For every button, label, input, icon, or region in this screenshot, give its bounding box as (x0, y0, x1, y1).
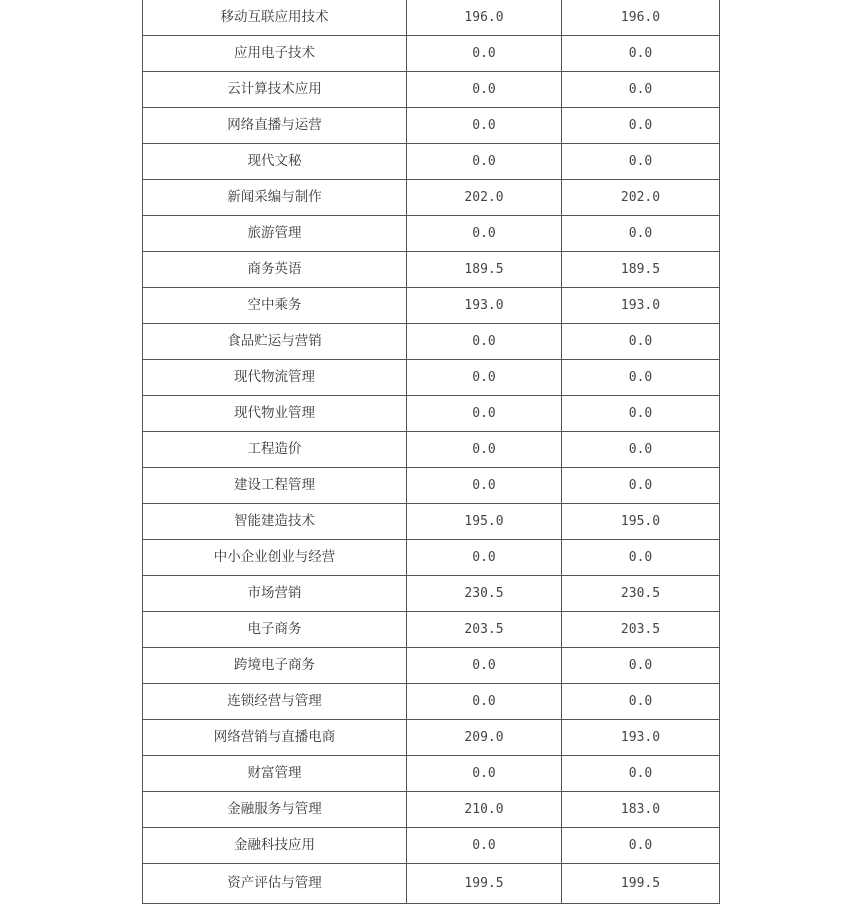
major-name: 财富管理 (143, 756, 407, 792)
score-b: 193.0 (562, 720, 720, 756)
score-b: 0.0 (562, 396, 720, 432)
score-a: 0.0 (407, 360, 562, 396)
major-name: 建设工程管理 (143, 468, 407, 504)
score-b: 195.0 (562, 504, 720, 540)
major-name: 现代物流管理 (143, 360, 407, 396)
score-a: 0.0 (407, 432, 562, 468)
table-row (143, 756, 720, 792)
table-row (143, 180, 720, 216)
score-a: 0.0 (407, 396, 562, 432)
table-row (143, 288, 720, 324)
table-row (143, 648, 720, 684)
major-name: 中小企业创业与经营 (143, 540, 407, 576)
table-row (143, 36, 720, 72)
table-row (143, 540, 720, 576)
major-name: 金融服务与管理 (143, 792, 407, 828)
score-b: 0.0 (562, 756, 720, 792)
score-b: 0.0 (562, 216, 720, 252)
score-a: 0.0 (407, 756, 562, 792)
score-a: 0.0 (407, 216, 562, 252)
score-a: 209.0 (407, 720, 562, 756)
score-b: 0.0 (562, 684, 720, 720)
table-row (143, 828, 720, 864)
score-b: 196.0 (562, 0, 720, 36)
score-b: 0.0 (562, 468, 720, 504)
major-name: 智能建造技术 (143, 504, 407, 540)
major-name: 云计算技术应用 (143, 72, 407, 108)
score-a: 0.0 (407, 144, 562, 180)
table-row (143, 252, 720, 288)
score-b: 0.0 (562, 540, 720, 576)
table-row (143, 0, 720, 36)
score-b: 0.0 (562, 108, 720, 144)
major-name: 现代文秘 (143, 144, 407, 180)
table-row (143, 504, 720, 540)
score-b: 0.0 (562, 360, 720, 396)
score-a: 196.0 (407, 0, 562, 36)
major-name: 资产评估与管理 (143, 864, 407, 904)
table-row (143, 108, 720, 144)
table-row (143, 396, 720, 432)
score-a: 189.5 (407, 252, 562, 288)
score-b: 203.5 (562, 612, 720, 648)
score-b: 189.5 (562, 252, 720, 288)
table-row (143, 684, 720, 720)
table-row (143, 144, 720, 180)
major-name: 商务英语 (143, 252, 407, 288)
table-row (143, 612, 720, 648)
major-name: 旅游管理 (143, 216, 407, 252)
score-a: 0.0 (407, 684, 562, 720)
major-name: 移动互联应用技术 (143, 0, 407, 36)
major-name: 电子商务 (143, 612, 407, 648)
score-b: 202.0 (562, 180, 720, 216)
score-b: 0.0 (562, 72, 720, 108)
score-b: 0.0 (562, 144, 720, 180)
score-a: 199.5 (407, 864, 562, 904)
score-a: 210.0 (407, 792, 562, 828)
score-a: 0.0 (407, 36, 562, 72)
score-a: 193.0 (407, 288, 562, 324)
score-a: 0.0 (407, 648, 562, 684)
score-a: 230.5 (407, 576, 562, 612)
score-a: 0.0 (407, 828, 562, 864)
table-row (143, 72, 720, 108)
major-name: 网络直播与运营 (143, 108, 407, 144)
score-b: 193.0 (562, 288, 720, 324)
table-row (143, 432, 720, 468)
score-a: 0.0 (407, 540, 562, 576)
major-name: 空中乘务 (143, 288, 407, 324)
major-name: 食品贮运与营销 (143, 324, 407, 360)
table-row (143, 324, 720, 360)
score-b: 230.5 (562, 576, 720, 612)
major-name: 工程造价 (143, 432, 407, 468)
score-b: 0.0 (562, 36, 720, 72)
major-name: 金融科技应用 (143, 828, 407, 864)
major-name: 跨境电子商务 (143, 648, 407, 684)
score-b: 199.5 (562, 864, 720, 904)
major-name: 现代物业管理 (143, 396, 407, 432)
major-name: 网络营销与直播电商 (143, 720, 407, 756)
score-a: 0.0 (407, 468, 562, 504)
table-row (143, 576, 720, 612)
score-a: 0.0 (407, 108, 562, 144)
major-name: 应用电子技术 (143, 36, 407, 72)
score-a: 203.5 (407, 612, 562, 648)
score-b: 0.0 (562, 432, 720, 468)
major-name: 市场营销 (143, 576, 407, 612)
score-b: 0.0 (562, 324, 720, 360)
table-row (143, 360, 720, 396)
score-b: 0.0 (562, 828, 720, 864)
score-b: 183.0 (562, 792, 720, 828)
score-b: 0.0 (562, 648, 720, 684)
score-a: 0.0 (407, 324, 562, 360)
major-name: 连锁经营与管理 (143, 684, 407, 720)
major-name: 新闻采编与制作 (143, 180, 407, 216)
score-table (142, 0, 720, 904)
table-row (143, 216, 720, 252)
table-row (143, 864, 720, 904)
score-a: 0.0 (407, 72, 562, 108)
score-a: 202.0 (407, 180, 562, 216)
score-a: 195.0 (407, 504, 562, 540)
table-row (143, 792, 720, 828)
table-row (143, 468, 720, 504)
table-row (143, 720, 720, 756)
